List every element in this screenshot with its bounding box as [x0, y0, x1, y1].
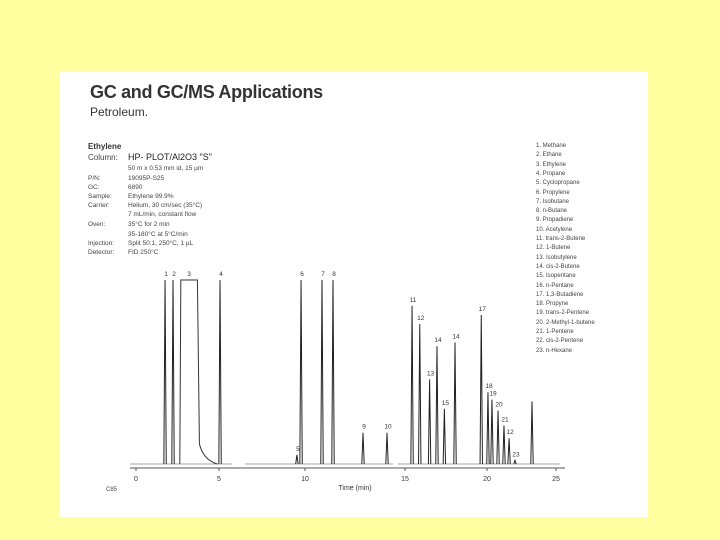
method-label: P/N:: [88, 175, 101, 182]
legend-item: 5. Cyclopropane: [536, 180, 580, 187]
peak: [436, 346, 438, 464]
peak: [321, 280, 323, 464]
method-value: Ethylene 99.9%: [128, 193, 174, 200]
peak-label: 5: [296, 445, 300, 453]
legend-item: 8. n-Butane: [536, 208, 568, 215]
method-label: Column:: [88, 153, 118, 162]
peak: [172, 280, 174, 464]
legend-item: 20. 2-Methyl-1-butene: [536, 319, 595, 326]
peak-label: 21: [501, 416, 509, 424]
x-tick-label: 20: [483, 476, 491, 483]
x-tick-label: 15: [401, 476, 409, 483]
peak: [164, 280, 166, 464]
legend-item: 22. cis-2-Pentene: [536, 338, 584, 345]
legend-item: 1. Methane: [536, 143, 567, 149]
peak-label: 10: [384, 423, 392, 431]
method-value: Split 50:1, 250°C, 1 µL: [128, 240, 194, 247]
legend-item: 4. Propane: [536, 170, 566, 177]
peak: [443, 409, 445, 464]
peak: [508, 438, 510, 464]
peak-label: 8: [332, 271, 336, 278]
peak-label: 12: [506, 429, 514, 437]
method-label: Oven:: [88, 221, 106, 228]
method-value: 50 m x 0.53 mm id, 15 µm: [128, 165, 204, 172]
peak-label: 23: [512, 451, 520, 459]
x-axis-label: Time (min): [338, 485, 372, 492]
legend-item: 21. 1-Pentene: [536, 329, 574, 335]
peak-label: 19: [489, 390, 497, 398]
legend-item: 10. Acetylene: [536, 226, 573, 233]
legend-item: 15. Isopentane: [536, 273, 576, 280]
method-value: Helium, 30 cm/sec (35°C): [128, 202, 203, 209]
peak: [503, 425, 505, 464]
method-value: HP- PLOT/Al2O3 "S": [128, 152, 212, 162]
peak-label: 11: [409, 296, 417, 304]
peak: [180, 280, 218, 464]
peak-label: 18: [485, 383, 493, 391]
peak-label: 15: [441, 399, 449, 407]
x-tick-label: 0: [134, 476, 138, 483]
legend-item: 14. cis-2-Butene: [536, 263, 580, 270]
peak: [531, 401, 533, 464]
x-tick-label: 25: [552, 476, 560, 483]
peak: [386, 433, 388, 464]
peak-label: 2: [172, 271, 176, 278]
peak: [428, 379, 430, 464]
method-label: Injection:: [88, 240, 115, 247]
peak-label: 6: [300, 271, 304, 278]
peak-label: 3: [187, 271, 191, 278]
method-label: Sample:: [88, 193, 112, 200]
x-tick-label: 5: [217, 476, 221, 483]
peak: [487, 392, 489, 464]
method-value: 6890: [128, 184, 143, 191]
page-subtitle: Petroleum.: [90, 105, 149, 119]
peak: [296, 455, 298, 464]
legend-item: 9. Propadiene: [536, 217, 574, 224]
peak: [219, 280, 221, 464]
legend-item: 18. Propyne: [536, 301, 569, 308]
peak-label: 20: [495, 401, 503, 409]
method-value: 35-180°C at 5°C/min: [128, 231, 188, 238]
method-value: 19095P-S25: [128, 175, 165, 182]
peak-label: 14: [452, 333, 460, 341]
method-value: 7 mL/min, constant flow: [128, 211, 197, 218]
legend-item: 2. Ethane: [536, 152, 562, 159]
peak-label: 1: [164, 271, 168, 278]
method-label: Carrier:: [88, 202, 110, 209]
legend-item: 11. trans-2-Butene: [536, 236, 586, 242]
peak-label: 12: [417, 315, 425, 323]
peak-label: 13: [426, 370, 435, 378]
peak: [514, 460, 516, 464]
legend-item: 13. Isobutylene: [536, 254, 577, 261]
legend-item: 17. 1,3-Butadiene: [536, 291, 584, 298]
x-tick-label: 10: [301, 476, 309, 483]
legend-item: 7. Isobutane: [536, 198, 570, 205]
method-label: GC:: [88, 184, 100, 191]
method-value: 35°C for 2 min: [128, 221, 170, 228]
legend-item: 19. trans-2-Pentene: [536, 310, 590, 317]
legend-item: 23. n-Hexane: [536, 347, 573, 354]
peak: [332, 280, 334, 464]
peak: [454, 343, 456, 464]
page-title: GC and GC/MS Applications: [90, 82, 323, 102]
legend-item: 16. n-Pentane: [536, 282, 574, 289]
peak: [362, 433, 364, 464]
peak: [419, 324, 421, 464]
legend-item: 3. Ethylene: [536, 161, 567, 168]
method-label: Detector:: [88, 249, 115, 256]
legend-item: 6. Propylene: [536, 189, 570, 196]
peak-label: 14: [434, 337, 442, 345]
peak: [491, 400, 493, 464]
peak-label: 9: [362, 423, 366, 431]
peak: [497, 411, 499, 464]
peak: [300, 280, 302, 464]
peak-label: 7: [321, 271, 325, 278]
legend-item: 12. 1-Butene: [536, 245, 571, 252]
peak: [480, 315, 482, 464]
peak-label: 4: [219, 271, 223, 278]
figure-code: C85: [106, 487, 118, 493]
compound-name: Ethylene: [88, 142, 122, 151]
peak-label: 17: [478, 305, 486, 313]
peak: [411, 306, 413, 464]
method-value: FID 250°C: [128, 249, 159, 256]
